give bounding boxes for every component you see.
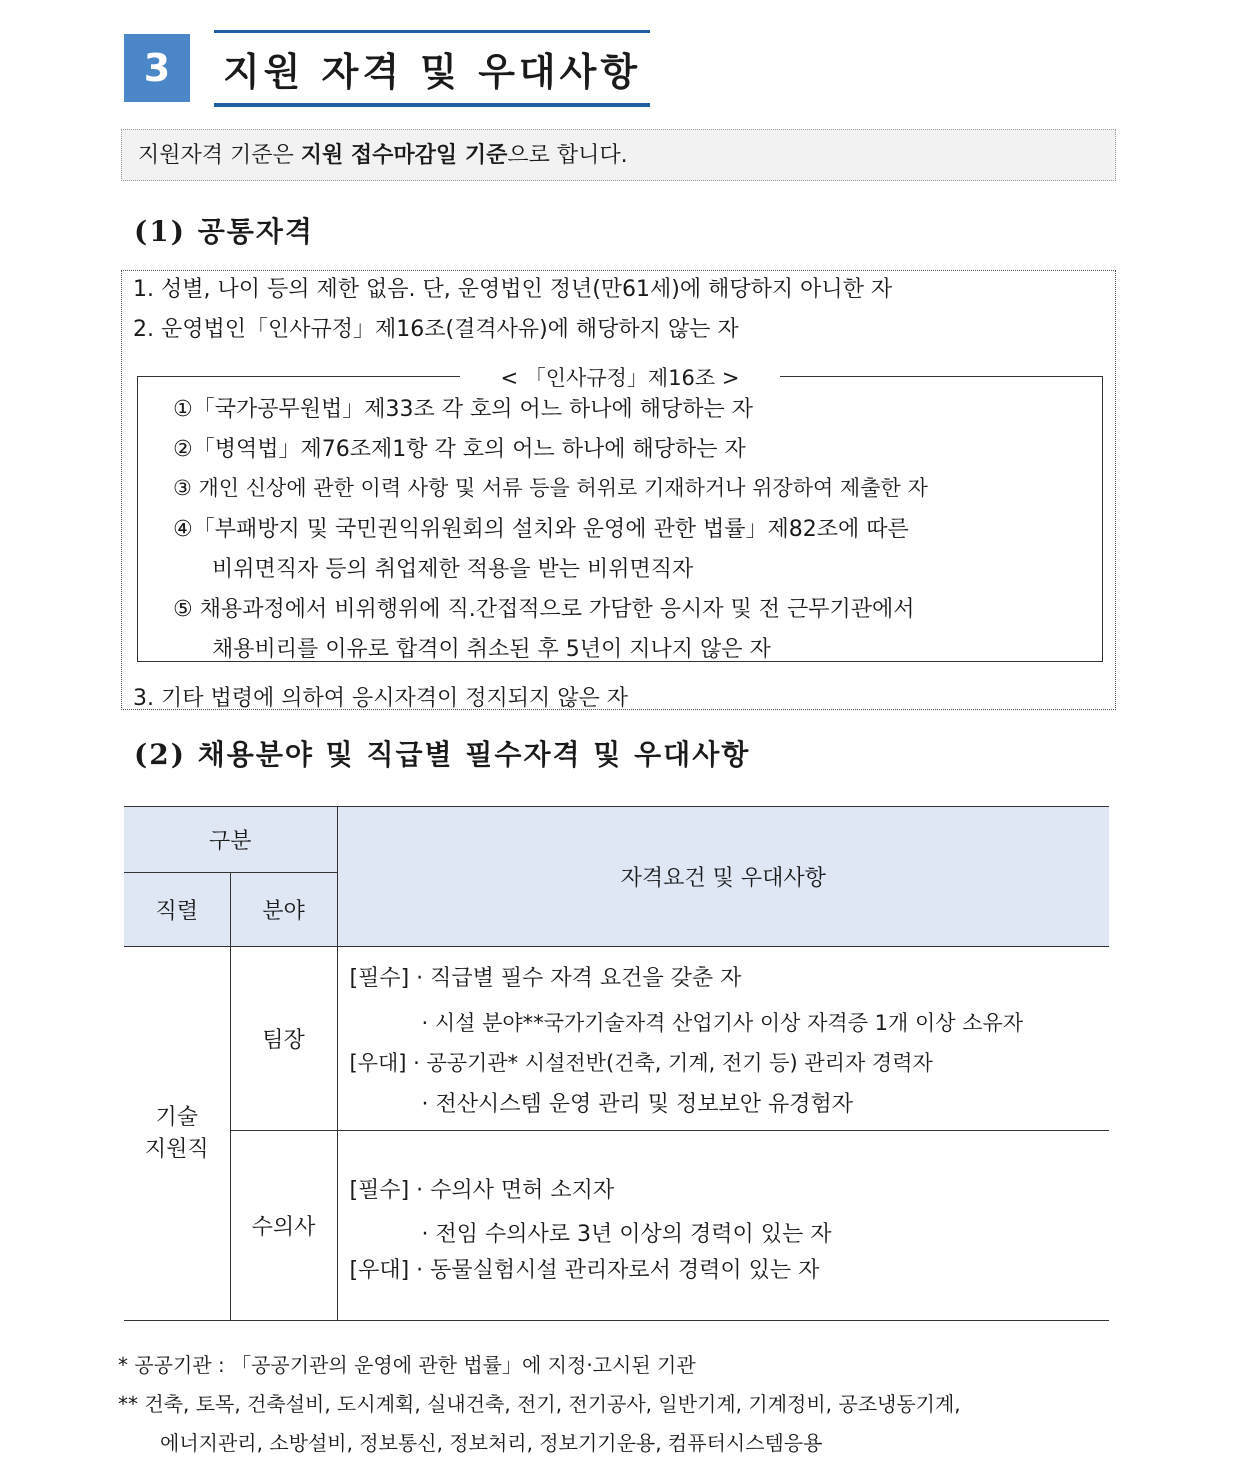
section-number-badge: 3	[124, 34, 190, 102]
rule-item-2: ②「병역법」제76조제1항 각 호의 어느 하나에 해당하는 자	[173, 437, 746, 462]
requirements-vet	[337, 1131, 1109, 1321]
rule-item-1: ①「국가공무원법」제33조 각 호의 어느 하나에 해당하는 자	[173, 397, 753, 422]
personnel-rule-caption: < 「인사규정」제16조 >	[460, 362, 780, 392]
rule-item-5-cont: 채용비리를 이유로 합격이 취소된 후 5년이 지나지 않은 자	[212, 637, 771, 662]
header-requirements: 자격요건 및 우대사항	[337, 807, 1109, 947]
notice-post: 으로 합니다.	[507, 143, 628, 168]
section-title: 지원 자격 및 우대사항	[214, 30, 650, 107]
qualification-table	[124, 806, 1109, 1321]
footnote-1: * 공공기관 : 「공공기관의 운영에 관한 법률」에 지정·고시된 기관	[118, 1353, 696, 1377]
requirements-team-lead	[337, 947, 1109, 1131]
area-cell-vet: 수의사	[230, 1131, 337, 1321]
req-line: · 시설 분야**국가기술자격 산업기사 이상 자격증 1개 이상 소유자	[421, 1011, 1024, 1035]
req-line: [필수] · 수의사 면허 소지자	[349, 1178, 615, 1203]
common-item-2: 2. 운영법인「인사규정」제16조(결격사유)에 해당하지 않는 자	[133, 317, 739, 342]
common-item-3: 3. 기타 법령에 의하여 응시자격이 정지되지 않은 자	[133, 686, 628, 711]
req-line: · 전산시스템 운영 관리 및 정보보안 유경험자	[421, 1092, 853, 1117]
header-area: 분야	[230, 873, 337, 947]
common-item-1: 1. 성별, 나이 등의 제한 없음. 단, 운영법인 정년(만61세)에 해당하지 아니한 자	[133, 277, 893, 302]
footnote-2-cont: 에너지관리, 소방설비, 정보통신, 정보처리, 정보기기운용, 컴퓨터시스템응용	[160, 1431, 823, 1455]
rule-item-5: ⑤ 채용과정에서 비위행위에 직.간접적으로 가담한 응시자 및 전 근무기관에서	[173, 597, 915, 622]
notice-bold: 지원 접수마감일 기준	[300, 143, 508, 168]
area-cell-team-lead: 팀장	[230, 947, 337, 1131]
req-line: [우대] · 동물실험시설 관리자로서 경력이 있는 자	[349, 1258, 820, 1283]
criteria-notice	[121, 129, 1116, 181]
rule-item-3: ③ 개인 신상에 관한 이력 사항 및 서류 등을 허위로 기재하거나 위장하여 제출한 자	[173, 476, 928, 500]
job-cell: 기술 지원직	[124, 947, 230, 1321]
field-heading: (2) 채용분야 및 직급별 필수자격 및 우대사항	[134, 738, 751, 771]
footnote-2: ** 건축, 토목, 건축설비, 도시계획, 실내건축, 전기, 전기공사, 일반기계, 기계정비, 공조냉동기계,	[118, 1392, 961, 1416]
notice-pre: 지원자격 기준은	[138, 143, 301, 168]
req-line: [우대] · 공공기관* 시설전반(건축, 기계, 전기 등) 관리자 경력자	[349, 1051, 933, 1075]
rule-item-4-cont: 비위면직자 등의 취업제한 적용을 받는 비위면직자	[212, 557, 694, 582]
req-line: · 전임 수의사로 3년 이상의 경력이 있는 자	[421, 1222, 832, 1247]
req-line: [필수] · 직급별 필수 자격 요건을 갖춘 자	[349, 966, 742, 991]
header-job: 직렬	[124, 873, 230, 947]
header-group: 구분	[124, 807, 337, 873]
rule-item-4: ④「부패방지 및 국민권익위원회의 설치와 운영에 관한 법률」제82조에 따른	[173, 517, 909, 542]
common-heading: (1) 공통자격	[134, 215, 314, 248]
